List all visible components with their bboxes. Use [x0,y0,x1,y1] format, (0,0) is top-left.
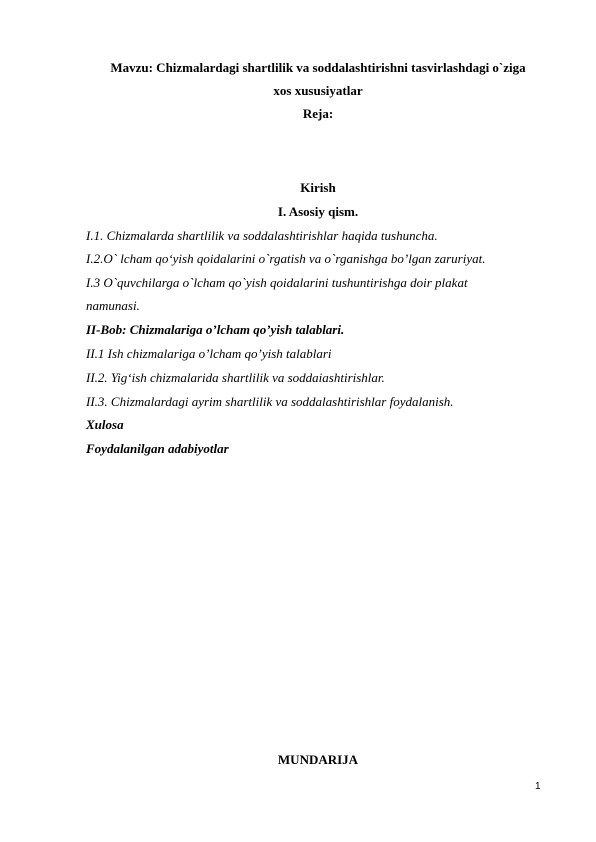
toc-conclusion: Xulosa [86,417,124,432]
toc-item-2-3: II.3. Chizmalardagi ayrim shartlilik va soddalashtirishlar foydalanish. [86,394,454,409]
topic-title-line-2: xos xususiyatlar [273,83,363,98]
toc-chapter-2: II-Bob: Chizmalariga o’lcham qo’yish talablari. [86,322,345,337]
toc-item-1-2: I.2.O` lcham qo‘yish qoidalarini o`rgatish va o`rganishga bo’lgan zaruriyat. [86,251,486,266]
toc-item-1-3-continued: namunasi. [86,298,140,313]
toc-references: Foydalanilgan adabiyotlar [86,441,229,456]
topic-title-line-1: Mavzu: Chizmalardagi shartlilik va soddalashtirishni tasvirlashdagi o`ziga [110,60,526,75]
toc-item-1-1: I.1. Chizmalarda shartlilik va soddalashtirishlar haqida tushuncha. [86,228,438,243]
toc-item-2-1: II.1 Ish chizmalariga o’lcham qo’yish talablari [86,346,332,361]
toc-item-2-2: II.2. Yig‘ish chizmalarida shartlilik va soddaiashtirishlar. [86,370,385,385]
main-part-heading: I. Asosiy qism. [277,204,359,219]
contents-heading: MUNDARIJA [277,752,359,767]
introduction-heading: Kirish [300,180,336,195]
toc-item-1-3: I.3 O`quvchilarga o`lcham qo`yish qoidalarini tushuntirishga doir plakat [86,275,468,290]
page-number: 1 [535,781,541,792]
plan-heading: Reja: [302,106,334,121]
